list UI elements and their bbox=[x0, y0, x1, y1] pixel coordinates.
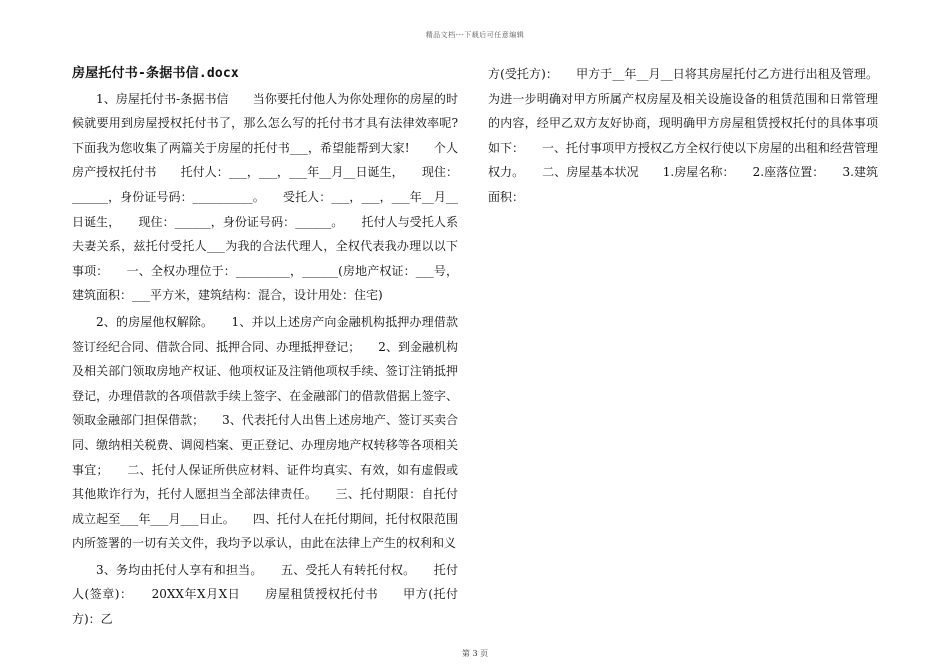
paragraph-1: 1、房屋托付书-条据书信 当你要托付他人为你处理你的房屋的时候就要用到房屋授权托付书了，那么怎么写的托付书才具有法律效率呢?下面我为您收集了两篇关于房屋的托付书___，希望能帮到大家! 个人房产授权托付书 托付人：___，___，___年__月__日诞生， 现住：______，身份证号码：__________。 受托人：___，___，___年__月__日诞生， 现住：______，身份证号码：______。 托付人与受托人系夫妻关系，兹托付受托人___为我的合法代理人，全权代表我办理以以下事项： 一、全权办理位于：_________，______(房地产权证：___号，建筑面积：___平方米，建筑结构：混合，设计用处：住宅) bbox=[72, 91, 458, 303]
paragraph-3: 3、务均由托付人享有和担当。 五、受托人有转托付权。 托付人(签章)： 20XX年X月X日 房屋租赁授权托付书 甲方(托付方)：乙 bbox=[72, 562, 458, 627]
right-column bbox=[488, 62, 878, 210]
left-column bbox=[72, 62, 458, 634]
header-note: 精品文档---下载后可任意编辑 bbox=[425, 31, 525, 39]
paragraph-continued: 方(受托方)： 甲方于__年__月__日将其房屋托付乙方进行出租及管理。为进一步明确对甲方所属产权房屋及相关设施设备的租赁范围和日常管理的内容，经甲乙双方友好协商，现明确甲方房屋租赁授权托付的具体事项如下： 一、托付事项甲方授权乙方全权行使以下房屋的出租和经营管理权力。 二、房屋基本状况 1.房屋名称： 2.座落位置： 3.建筑面积： bbox=[488, 67, 879, 204]
page-number: 第 3 页 bbox=[461, 649, 489, 658]
document-title: 房屋托付书-条据书信.docx bbox=[72, 66, 239, 81]
paragraph-2: 2、的房屋他权解除。 1、并以上述房产向金融机构抵押办理借款签订经纪合同、借款合同、抵押合同、办理抵押登记； 2、到金融机构及相关部门领取房地产权证、他项权证及注销他项权手续、签订注销抵押登记，办理借款的各项借款手续上签字、在金融部门的借款借据上签字、领取金融部门担保借款； 3、代表托付人出售上述房地产、签订买卖合同、缴纳相关税费、调阅档案、更正登记、办理房地产权转移等各项相关事宜； 二、托付人保证所供应材料、证件均真实、有效，如有虚假或其他欺诈行为，托付人愿担当全部法律责任。 三、托付期限：自托付成立起至___年___月___日止。 四、托付人在托付期间，托付权限范围内所签署的一切有关文件，我均予以承认，由此在法律上产生的权利和义 bbox=[72, 314, 458, 551]
